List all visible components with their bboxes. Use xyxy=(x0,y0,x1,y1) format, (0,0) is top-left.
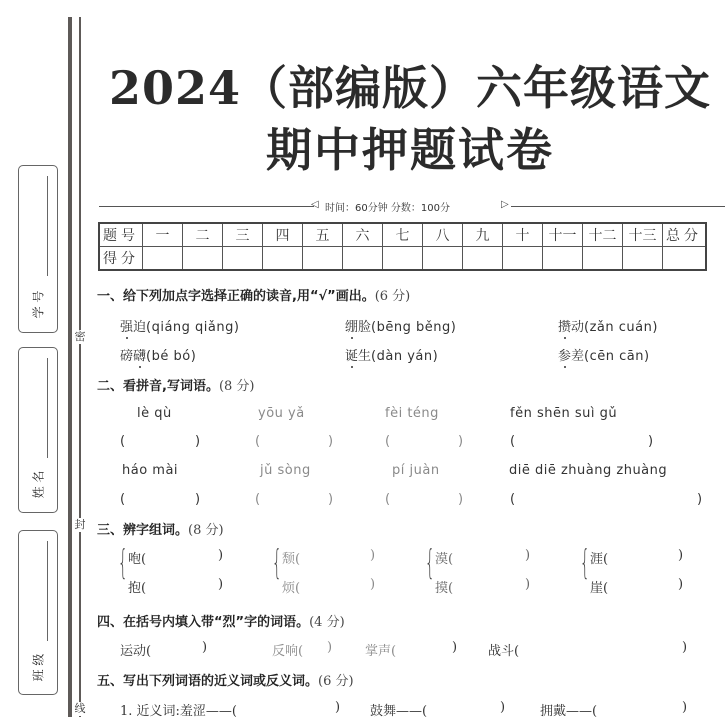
meta-rule-right xyxy=(511,206,725,207)
section-1-title xyxy=(97,285,410,304)
s4-close: ) xyxy=(682,640,688,655)
s4-item-4: 战斗( xyxy=(488,644,520,659)
score-cell[interactable] xyxy=(623,247,663,271)
dotted-char: 攒 xyxy=(558,320,572,335)
section-4-title xyxy=(97,611,345,630)
score-cell[interactable] xyxy=(503,247,543,271)
s5-line1-item-2: 鼓舞——( xyxy=(370,704,428,719)
score-cell[interactable] xyxy=(383,247,423,271)
answer-blank-open: ( xyxy=(510,434,516,449)
class-field[interactable] xyxy=(18,530,58,695)
col-2: 二 xyxy=(183,223,223,247)
score-cell[interactable] xyxy=(143,247,183,271)
score-cell[interactable] xyxy=(423,247,463,271)
s1-item-6 xyxy=(558,345,650,364)
score-header: 得分 xyxy=(99,247,143,271)
answer-blank-close: ) xyxy=(328,434,334,449)
answer-blank-close: ) xyxy=(648,434,654,449)
student-id-label: 学 号 xyxy=(31,290,46,319)
exam-title-line1: 2024（部编版）六年级语文 xyxy=(108,61,712,115)
score-cell[interactable] xyxy=(263,247,303,271)
s5-line1-item-3: 拥戴——( xyxy=(540,704,598,719)
section-2-instruction: 二、看拼音,写词语。 xyxy=(97,379,219,394)
s1-item-3 xyxy=(558,316,658,335)
dotted-char: 强 xyxy=(120,320,134,335)
pinyin-lequ: lè qù xyxy=(137,406,172,421)
s3-group-4-top: 涯( xyxy=(590,552,609,567)
col-6: 六 xyxy=(343,223,383,247)
answer-blank-close: ) xyxy=(458,434,464,449)
dotted-char: 参 xyxy=(558,349,572,364)
left-brace-icon: { xyxy=(425,543,435,583)
seal-mark-xian: 线 xyxy=(72,702,88,716)
s1-item-1 xyxy=(120,316,239,335)
left-brace-icon: { xyxy=(580,543,590,583)
s1-item-2 xyxy=(345,316,456,335)
s3-close: ) xyxy=(218,577,224,592)
triangle-right-icon: ▷ xyxy=(501,199,509,210)
col-4: 四 xyxy=(263,223,303,247)
answer-blank-open: ( xyxy=(255,434,261,449)
word-start: 磅 xyxy=(120,349,134,364)
section-4-points: (4 分) xyxy=(309,615,345,630)
score-row xyxy=(99,247,706,271)
score-cell[interactable] xyxy=(183,247,223,271)
meta-rule-left xyxy=(99,206,314,207)
col-5: 五 xyxy=(303,223,343,247)
section-2-points: (8 分) xyxy=(218,379,255,394)
s3-group-2-top: 颓( xyxy=(282,552,301,567)
score-cell[interactable] xyxy=(303,247,343,271)
section-4-instruction: 四、在括号内填入带“烈”字的词语。 xyxy=(97,615,310,630)
s3-close: ) xyxy=(525,577,531,592)
col-9: 九 xyxy=(463,223,503,247)
student-id-line xyxy=(47,176,48,276)
student-name-field[interactable] xyxy=(18,347,58,513)
s4-close: ) xyxy=(202,640,208,655)
dotted-char: 绷 xyxy=(345,320,359,335)
exam-title-line2: 期中押题试卷 xyxy=(266,123,554,177)
score-cell[interactable] xyxy=(223,247,263,271)
answer-blank-close: ) xyxy=(697,492,703,507)
section-1-instruction: 一、给下列加点字选择正确的读音,用“√”画出。 xyxy=(97,289,375,304)
section-2-title xyxy=(97,375,255,394)
dotted-char: 诞 xyxy=(345,349,359,364)
section-5-instruction: 五、写出下列词语的近义词或反义词。 xyxy=(97,674,319,689)
s3-group-4-bottom: 崖( xyxy=(590,581,609,596)
s5-close: ) xyxy=(335,700,341,715)
s3-group-3-top: 漠( xyxy=(435,552,454,567)
col-total: 总分 xyxy=(663,223,707,247)
left-brace-icon: { xyxy=(272,543,282,583)
answer-blank-open: ( xyxy=(510,492,516,507)
section-3-points: (8 分) xyxy=(188,523,224,538)
word-rest: 生 xyxy=(358,349,372,364)
student-name-label: 姓 名 xyxy=(31,470,46,499)
pinyin-fenshensuigu: fěn shēn suì gǔ xyxy=(510,406,618,421)
s3-close: ) xyxy=(370,577,376,592)
s5-close: ) xyxy=(682,700,688,715)
col-8: 八 xyxy=(423,223,463,247)
s1-item-5 xyxy=(345,345,438,364)
pinyin-options[interactable]: (dàn yán) xyxy=(371,349,439,364)
seal-mark-mi: 密 xyxy=(72,330,88,344)
score-table xyxy=(98,222,707,271)
s5-line1-item-1: 1. 近义词:羞涩——( xyxy=(120,704,237,719)
col-10: 十 xyxy=(503,223,543,247)
triangle-left-icon: ◁ xyxy=(311,199,319,210)
word-rest: 动 xyxy=(571,320,585,335)
s3-close: ) xyxy=(370,548,376,563)
s5-close: ) xyxy=(500,700,506,715)
pinyin-pijuan: pí juàn xyxy=(392,463,440,478)
word-rest: 迫 xyxy=(133,320,147,335)
student-id-field[interactable] xyxy=(18,165,58,333)
question-number-header: 题号 xyxy=(99,223,143,247)
word-rest: 脸 xyxy=(358,320,372,335)
s3-group-1-bottom: 抱( xyxy=(128,581,147,596)
col-3: 三 xyxy=(223,223,263,247)
col-1: 一 xyxy=(143,223,183,247)
answer-blank-open: ( xyxy=(385,434,391,449)
time-and-score: 时间：60分钟 分数：100分 xyxy=(325,203,450,214)
s3-group-1-top: 咆( xyxy=(128,552,147,567)
s4-item-2: 反响( xyxy=(272,644,304,659)
pinyin-haomai: háo mài xyxy=(122,463,179,478)
answer-blank-close: ) xyxy=(195,492,201,507)
s4-close: ) xyxy=(452,640,458,655)
binding-line-thin xyxy=(79,17,81,717)
pinyin-options[interactable]: (bēng běng) xyxy=(371,320,457,335)
answer-blank-close: ) xyxy=(328,492,334,507)
pinyin-options[interactable]: (qiáng qiǎng) xyxy=(146,320,240,335)
answer-blank-close: ) xyxy=(458,492,464,507)
score-cell[interactable] xyxy=(583,247,623,271)
s3-group-3-bottom: 摸( xyxy=(435,581,454,596)
section-1-points: (6 分) xyxy=(374,289,411,304)
section-3-title xyxy=(97,519,224,538)
s3-close: ) xyxy=(678,548,684,563)
answer-blank-open: ( xyxy=(120,434,126,449)
answer-blank-open: ( xyxy=(120,492,126,507)
score-cell-total[interactable] xyxy=(663,247,707,271)
answer-blank-close: ) xyxy=(195,434,201,449)
score-cell[interactable] xyxy=(463,247,503,271)
section-3-instruction: 三、辨字组词。 xyxy=(97,523,189,538)
seal-mark-feng: 封 xyxy=(72,518,88,532)
s1-item-4 xyxy=(120,345,196,364)
col-13: 十三 xyxy=(623,223,663,247)
s3-close: ) xyxy=(218,548,224,563)
exam-meta xyxy=(99,199,725,213)
word-rest: 差 xyxy=(571,349,585,364)
pinyin-options[interactable]: (zǎn cuán) xyxy=(584,320,658,335)
binding-line-thick xyxy=(68,17,72,717)
s4-item-1: 运动( xyxy=(120,644,152,659)
dotted-char: 礴 xyxy=(133,349,147,364)
answer-blank-open: ( xyxy=(385,492,391,507)
s3-group-2-bottom: 烦( xyxy=(282,581,301,596)
class-label: 班 级 xyxy=(31,653,46,682)
score-cell[interactable] xyxy=(343,247,383,271)
pinyin-feiteng: fèi téng xyxy=(385,406,439,421)
class-line xyxy=(47,541,48,641)
pinyin-jusong: jǔ sòng xyxy=(260,463,311,478)
col-11: 十一 xyxy=(543,223,583,247)
pinyin-options[interactable]: (bé bó) xyxy=(146,349,197,364)
section-5-points: (6 分) xyxy=(318,674,354,689)
section-5-title xyxy=(97,670,354,689)
s4-close: ) xyxy=(327,640,333,655)
col-7: 七 xyxy=(383,223,423,247)
left-brace-icon: { xyxy=(118,543,128,583)
col-12: 十二 xyxy=(583,223,623,247)
s3-close: ) xyxy=(525,548,531,563)
s4-item-3: 掌声( xyxy=(365,644,397,659)
answer-blank-open: ( xyxy=(255,492,261,507)
question-number-row xyxy=(99,223,706,247)
s3-close: ) xyxy=(678,577,684,592)
score-cell[interactable] xyxy=(543,247,583,271)
pinyin-youya: yōu yǎ xyxy=(258,406,305,421)
pinyin-options[interactable]: (cēn cān) xyxy=(584,349,650,364)
pinyin-diediezhuangzhuang: diē diē zhuàng zhuàng xyxy=(509,463,668,478)
student-name-line xyxy=(47,358,48,458)
